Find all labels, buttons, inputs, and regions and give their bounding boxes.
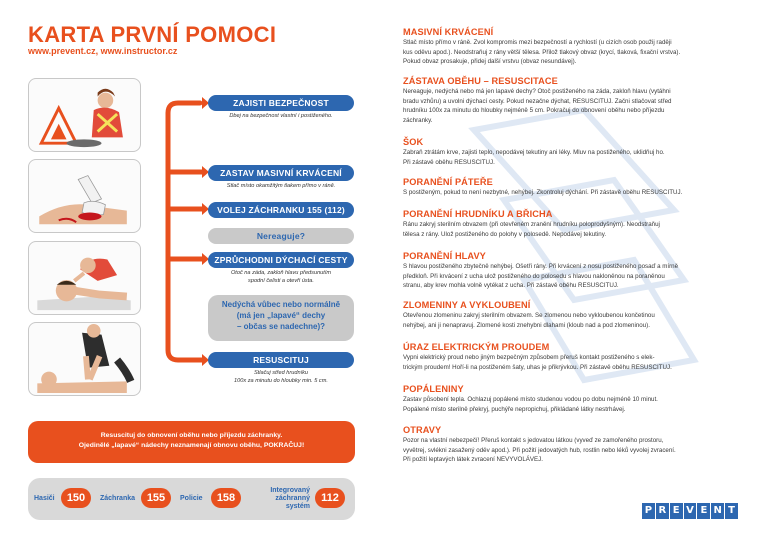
step-unresponsive: Nereaguje? xyxy=(208,228,354,244)
breathing-question-line-1: Nedýchá vůbec nebo normálně xyxy=(221,300,341,309)
section-text-chest xyxy=(403,220,743,239)
number-label-police: Policie xyxy=(180,495,203,502)
step-resuscitate: RESUSCITUJ xyxy=(208,352,354,368)
step-safety: ZAJISTI BEZPEČNOST xyxy=(208,95,354,111)
number-label-ids-line-2: záchranný systém xyxy=(275,495,310,510)
page-subtitle: www.prevent.cz, www.instructor.cz xyxy=(28,46,178,56)
logo-letter: V xyxy=(684,503,697,519)
logo-letter: E xyxy=(697,503,710,519)
breathing-question-line-2: (má jen „lapavé“ dechy xyxy=(236,311,326,320)
section-text-electric xyxy=(403,353,743,372)
step-stop-bleeding-desc: Stlač místo okamžitým tlakem přímo v ráně. xyxy=(226,183,336,189)
logo-letter: E xyxy=(670,503,683,519)
section-line: kus oděvu apod.). Neodstraňuj z rány větší tělesa. Přilož tlakový obvaz (krycí, tlaková, fixační vrstva). xyxy=(403,48,681,56)
breathing-question-line-3: – občas se nadechne)? xyxy=(236,322,326,331)
number-label-fire: Hasiči xyxy=(34,495,55,502)
section-line: předkloň. Při krvácení z ucha ulož postiženého do polosedu s hlavou nakloněnou na poraněnou xyxy=(403,272,665,280)
step-airway: ZPRŮCHODNI DÝCHACÍ CESTY xyxy=(208,252,354,268)
page-title: KARTA PRVNÍ POMOCI xyxy=(28,22,277,47)
section-line: bradu vzhůru) a uvolni dýchací cesty. Pokud nezačne dýchat, RESUSCITUJ. Začni stlačovat střed xyxy=(403,97,672,105)
section-line: vyvětrej, svlékni zasažený oděv apod.). Při požití jedovatých hub, rostlin nebo léků vyvolej zvracení. xyxy=(403,446,676,454)
section-line: Vypni elektrický proud nebo jiným bezpečným způsobem přeruš kontakt postiženého s elek- xyxy=(403,354,655,361)
section-line: Popálené místo sterilně překryj, puchýře nepropichuj, přikládané látky nestrhávej. xyxy=(403,405,626,413)
illustration-cpr xyxy=(28,322,141,396)
section-text-poisoning xyxy=(403,436,743,465)
section-text-shock xyxy=(403,148,743,167)
section-line: tělesa z rány. Ulož postiženého do polohy v polosedě. Nepodávej tekutiny. xyxy=(403,230,607,238)
logo-letter: R xyxy=(656,503,669,519)
step-breathing-question xyxy=(208,295,354,341)
section-line: Při požití leptavých látek zvracení NEVYVOLÁVEJ. xyxy=(403,456,543,464)
section-line: Pozor na vlastní nebezpečí! Přeruš kontakt s jedovatou látkou (vyveď ze zamořeného prostoru, xyxy=(403,437,664,444)
notice-line-1: Resuscituj do obnovení oběhu nebo příjezdu záchranky. xyxy=(100,432,283,439)
step-safety-desc: Dbej na bezpečnost vlastní i postiženého. xyxy=(229,113,333,119)
number-label-ids-line-1: Integrovaný xyxy=(270,487,310,494)
logo-letter: P xyxy=(642,503,655,519)
number-ids: 112 xyxy=(315,488,345,508)
number-police: 158 xyxy=(211,488,241,508)
section-text-bleeding xyxy=(403,38,743,67)
section-text-burns xyxy=(403,395,743,414)
step-resuscitate-desc-2: 100x za minutu do hloubky min. 5 cm. xyxy=(234,378,328,384)
section-line: S postiženým, pokud to není nezbytné, nehýbej. Zkontroluj dýchání. Při zástavě oběhu RESUSCITUJ. xyxy=(403,189,683,196)
section-text-fractures xyxy=(403,311,743,330)
section-line: záchranky. xyxy=(403,116,433,124)
section-title-spine: PORANĚNÍ PÁTEŘE xyxy=(403,177,493,187)
prevent-logo xyxy=(642,503,738,519)
section-line: Otevřenou zlomeninu zakryj sterilním obvazem. Se zlomenou nebo vykloubenou končetinou xyxy=(403,312,655,319)
section-title-shock: ŠOK xyxy=(403,137,424,147)
section-title-cpr: ZÁSTAVA OBĚHU – RESUSCITACE xyxy=(403,76,558,86)
logo-letter: N xyxy=(711,503,724,519)
number-label-ids xyxy=(250,487,310,511)
section-title-head: PORANĚNÍ HLAVY xyxy=(403,251,486,261)
section-line: S hlavou postiženého zbytečně nehýbej. Ošetři rány. Při krvácení z nosu postiženého posaď a mírně xyxy=(403,263,679,270)
illustration-airway xyxy=(28,241,141,315)
emergency-numbers xyxy=(28,478,355,520)
resuscitation-notice xyxy=(28,421,355,463)
section-title-bleeding: MASIVNÍ KRVÁCENÍ xyxy=(403,27,494,37)
section-line: Ránu zakryj sterilním obvazem (při otevřeném zranění hrudníku poloprodyšným). Neodstraňuj xyxy=(403,221,660,228)
section-line: Při zástavě oběhu RESUSCITUJ. xyxy=(403,158,495,166)
step-resuscitate-desc-1: Stlačuj střed hrudníku xyxy=(253,370,309,376)
section-title-fractures: ZLOMENINY A VYKLOUBENÍ xyxy=(403,300,531,310)
number-ambulance: 155 xyxy=(141,488,171,508)
section-text-head xyxy=(403,262,743,291)
section-title-burns: POPÁLENINY xyxy=(403,384,464,394)
section-line: Stlač místo přímo v ráně. Zvol kompromis mezi bezpečností a rychlostí (u cizích osob použij raději xyxy=(403,39,672,46)
section-line: stranu, aby krev mohla volně vytékat z ucha. Při zástavě oběhu RESUSCITUJ. xyxy=(403,282,619,290)
step-airway-desc-1: Otoč na záda, zakloň hlavu předsunutím xyxy=(230,270,332,276)
section-title-chest: PORANĚNÍ HRUDNÍKU A BŘICHA xyxy=(403,209,553,219)
section-line: nehýbej, ani ji nenapravuj. Zlomené kosti znehybni dlahami (kloub nad a pod zlomeninou). xyxy=(403,321,650,329)
section-text-cpr xyxy=(403,87,743,125)
section-text-spine xyxy=(403,188,743,198)
number-label-ambulance: Záchranka xyxy=(100,495,136,502)
illustration-bleeding xyxy=(28,159,141,233)
section-title-poisoning: OTRAVY xyxy=(403,425,442,435)
notice-line-2: Ojedinělé „lapavé“ nádechy neznamenají obnovu oběhu, POKRAČUJ! xyxy=(78,442,305,449)
number-fire: 150 xyxy=(61,488,91,508)
section-line: Zabraň ztrátám krve, zajisti teplo, nepodávej tekutiny ani léky. Mluv na postiženého, uklidňuj ho. xyxy=(403,149,665,156)
section-line: hrudníku 100x za minutu do hloubky nejméně 5 cm. Pokračuj do obnovení oběhu nebo příjezdu xyxy=(403,107,665,115)
step-stop-bleeding: ZASTAV MASIVNÍ KRVÁCENÍ xyxy=(208,165,354,181)
step-call-ambulance: VOLEJ ZÁCHRANKU 155 (112) xyxy=(208,202,354,218)
logo-letter: T xyxy=(725,503,738,519)
section-line: Zastav působení tepla. Ochlazuj popálené místo studenou vodou po dobu nejméně 10 minut. xyxy=(403,396,658,403)
step-airway-desc-2: spodní čelisti a otevři ústa. xyxy=(248,278,314,284)
section-title-electric: ÚRAZ ELEKTRICKÝM PROUDEM xyxy=(403,342,550,352)
section-line: Pokud obvaz prosakuje, přidej další vrstvu (obvaz nesundávej). xyxy=(403,58,577,66)
right-panel xyxy=(384,0,768,543)
section-line: trickým proudem! Hoří-li na postiženém šaty, uhas je přikrývkou. Při zástavě oběhu RESUSCITUJ. xyxy=(403,363,672,371)
illustration-safety xyxy=(28,78,141,152)
section-line: Nereaguje, nedýchá nebo má jen lapavé dechy? Otoč postiženého na záda, zakloň hlavu (vytáhni xyxy=(403,88,671,95)
